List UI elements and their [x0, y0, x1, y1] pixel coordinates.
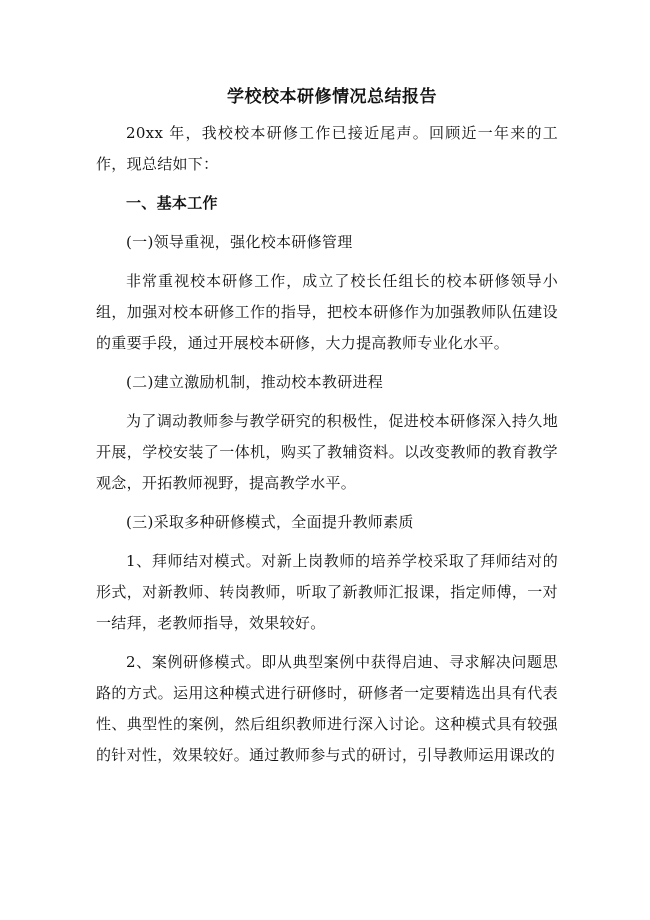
incentive-paragraph: 为了调动教师参与教学研究的积极性，促进校本研修深入持久地开展，学校安装了一体机，购买了教辅资料。以改变教师的教育教学观念，开拓教师视野，提高教学水平。	[96, 412, 558, 492]
document-title: 学校校本研修情况总结报告	[227, 87, 437, 107]
mentoring-paragraph: 1、拜师结对模式。对新上岗教师的培养学校采取了拜师结对的形式，对新教师、转岗教师，听取了新教师汇报课，指定师傅，一对一结拜，老教师指导，效果较好。	[96, 552, 558, 632]
document-page	[96, 84, 558, 779]
section-heading-basic-work: 一、基本工作	[126, 194, 218, 212]
leadership-paragraph: 非常重视校本研修工作，成立了校长任组长的校本研修领导小组，加强对校本研修工作的指导，把校本研修作为加强教师队伍建设的重要手段，通过开展校本研修，大力提高教师专业化水平。	[96, 272, 558, 352]
subheading-training-modes: (三)采取多种研修模式，全面提升教师素质	[126, 513, 414, 531]
subheading-leadership: (一)领导重视，强化校本研修管理	[126, 233, 353, 251]
subheading-incentive: (二)建立激励机制，推动校本教研进程	[126, 373, 384, 391]
intro-paragraph: 20xx 年，我校校本研修工作已接近尾声。回顾近一年来的工作，现总结如下：	[96, 124, 558, 173]
case-study-paragraph: 2、案例研修模式。即从典型案例中获得启迪、寻求解决问题思路的方式。运用这种模式进行研修时，研修者一定要精选出具有代表性、典型性的案例，然后组织教师进行深入讨论。这种模式具有较强的针对性，效果较好。通过教师参与式的研讨，引导教师运用课改的	[96, 653, 558, 764]
